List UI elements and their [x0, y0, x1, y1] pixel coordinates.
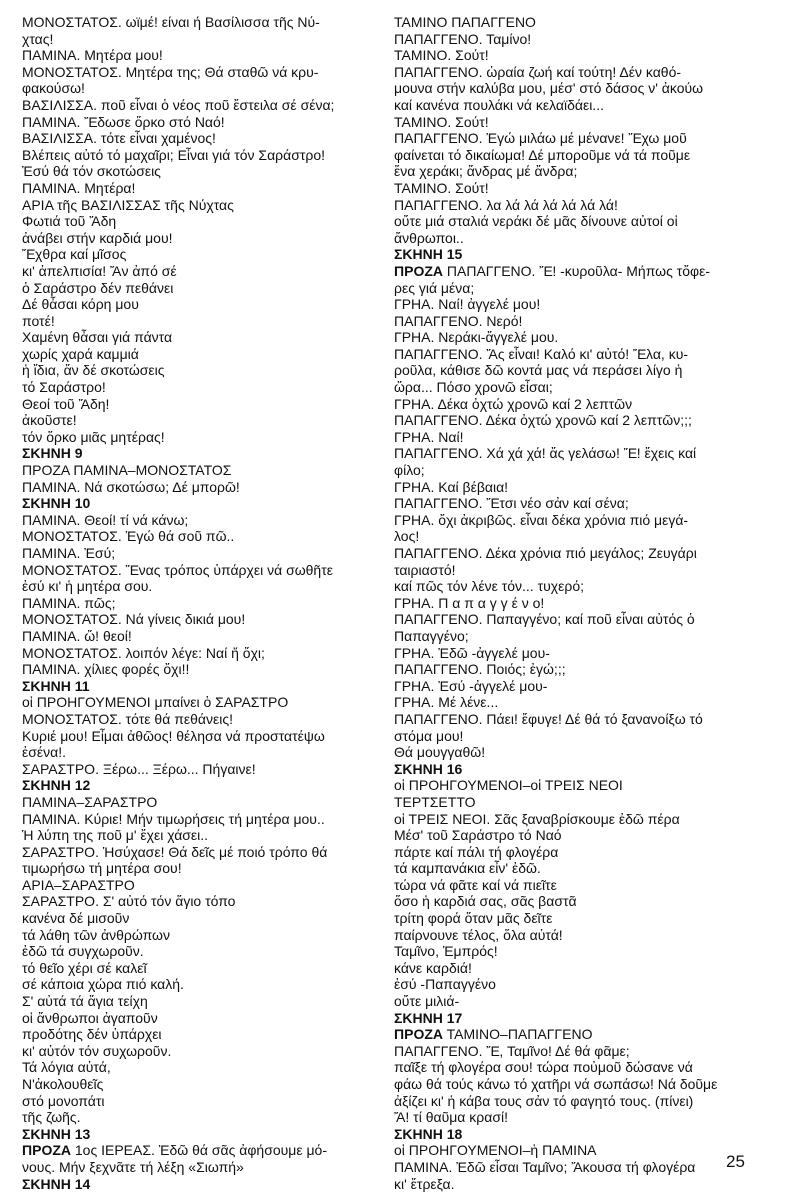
- text-line: Ταμῖνο, Ἐμπρός!: [394, 943, 498, 960]
- text-line: μουνα στήν καλύβα μου, μέσ' στό δάσος ν' ἀκούω: [394, 80, 704, 97]
- text-line: ΠΑΜΙΝΑ–ΣΑΡΑΣΤΡΟ: [22, 793, 158, 810]
- text-line: οὔτε μιλιά-: [394, 993, 460, 1010]
- text-line: τῆς ζωῆς.: [22, 1109, 81, 1126]
- text-line: ΒΑΣΙΛΙΣΣΑ. ποῦ εἶναι ὁ νέος ποῦ ἔστειλα σέ σένα;: [22, 96, 335, 113]
- text-line: ΓΡΗΑ. Νεράκι-ἄγγελέ μου.: [394, 329, 559, 346]
- text-line: ΠΑΠΑΓΓΕΝΟ. Ἔτσι νέο σἀν καί σένα;: [394, 495, 629, 512]
- text-line: οὔτε μιά σταλιά νεράκι δέ μᾶς δίνουνε αὐτοί οἱ: [394, 213, 678, 230]
- text-line: Παπαγγένο;: [394, 627, 469, 644]
- text-line: ΓΡΗΑ. Καί βέβαια!: [394, 478, 509, 495]
- text-line: ΜΟΝΟΣΤΑΤΟΣ. λοιπόν λέγε: Ναί ἤ ὄχι;: [22, 644, 265, 661]
- text-line: φίλο;: [394, 462, 425, 479]
- text-line: τά καμπανάκια εἶν' ἐδῶ.: [394, 860, 541, 877]
- text-line: τώρα νά φᾶτε καί νά πιεῖτε: [394, 876, 557, 893]
- text-line: ΠΡΟΖΑ 1ος ΙΕΡΕΑΣ. Ἐδῶ θά σᾶς ἀφήσουμε μό-: [22, 1142, 327, 1159]
- text-line: Σ' αὐτά τά ἅγια τείχη: [22, 993, 148, 1010]
- text-line: φάω θά τούς κάνω τό χατῆρι νά σωπάσω! Νά δοῦμε: [394, 1076, 718, 1092]
- text-line: ΠΡΟΖΑ ΠΑΠΑΓΓΕΝΟ. Ἔ! -κυροῦλα- Μήπως τὄφε-: [394, 262, 711, 279]
- text-line: Δέ θἆσαι κόρη μου: [22, 296, 139, 313]
- scene-heading: ΣΚΗΝΗ 16: [394, 760, 463, 777]
- text-line: ἐδῶ τά συγχωροῦν.: [22, 943, 144, 960]
- prose-label: ΠΡΟΖΑ: [394, 1026, 443, 1043]
- text-line: στό μονοπάτι: [22, 1092, 105, 1109]
- text-line: ΓΡΗΑ. Δέκα ὀχτώ χρονῶ καί 2 λεπτῶν: [394, 395, 633, 412]
- text-line: σέ κάποια χώρα πιό καλή.: [22, 976, 184, 993]
- text-line: Ν'ἀκολουθεῖς: [22, 1076, 104, 1092]
- text-line: Ἡ λύπη της ποῦ μ' ἔχει χάσει..: [22, 827, 209, 844]
- text-line: κάνε καρδιά!: [394, 959, 472, 976]
- text-line: ΠΑΠΑΓΓΕΝΟ. Ἔ, Ταμῖνο! Δέ θά φᾶμε;: [394, 1042, 630, 1059]
- text-line: ὁ Σαράστρο δέν πεθάνει: [22, 279, 174, 296]
- text-line: Βλέπεις αὐτό τό μαχαῖρι; Εἶναι γιά τόν Σαράστρο!: [22, 146, 326, 163]
- text-line: ΤΑΜΙΝΟ. Σούτ!: [394, 179, 489, 196]
- text-line: ΜΟΝΟΣΤΑΤΟΣ. ωϊμέ! είναι ή Βασίλισσα τῆς Νύ-: [22, 14, 320, 30]
- text-line: ΑΡΙΑ–ΣΑΡΑΣΤΡΟ: [22, 876, 135, 893]
- text-line: ἕνα χεράκι; ἄνδρας μέ ἄνδρα;: [394, 163, 578, 180]
- text-line: Ἔχθρα καί μῖσος: [22, 246, 127, 263]
- text-line: ΜΟΝΟΣΤΑΤΟΣ. Μητέρα της; Θά σταθῶ νά κρυ-: [22, 63, 319, 80]
- text-line: ἐσύ κι' ἡ μητέρα σου.: [22, 578, 153, 595]
- text-line: ΤΕΡΤΣΕΤΤΟ: [394, 793, 476, 810]
- text-line: κι' ἔτρεξα.: [394, 1175, 455, 1192]
- text-line: Χαμένη θἆσαι γιά πάντα: [22, 329, 173, 346]
- text-line: τό θεῖο χέρι σέ καλεῖ: [22, 959, 147, 976]
- text-line: κανένα δέ μισοῦν: [22, 910, 130, 927]
- text-line: ΓΡΗΑ. ὄχι ἀκριβῶς. εἶναι δέκα χρόνια πιό μεγά-: [394, 511, 689, 528]
- text-line: ροῦλα, κάθισε δῶ κοντά μας νά περάσει λίγο ἡ: [394, 362, 683, 379]
- text-line: ΒΑΣΙΛΙΣΣΑ. τότε εἶναι χαμένος!: [22, 130, 216, 147]
- text-line: ΠΑΠΑΓΓΕΝΟ. Ἄς εἶναι! Καλό κι' αὐτό! Ἔλα, κυ-: [394, 345, 689, 362]
- text-line: κι' αὐτόν τόν συχωροῦν.: [22, 1042, 172, 1059]
- text-line: καί πῶς τόν λένε τόν... τυχερό;: [394, 578, 585, 595]
- text-line: λος!: [394, 528, 420, 545]
- text-line: ΣΑΡΑΣΤΡΟ. Ἡσύχασε! Θά δεῖς μέ ποιό τρόπο θά: [22, 843, 328, 860]
- text-line: ΣΑΡΑΣΤΡΟ. Ξέρω... Ξέρω... Πήγαινε!: [22, 760, 256, 777]
- text-line: ΠΑΜΙΝΑ. Θεοί! τί νά κάνω;: [22, 511, 189, 528]
- text-line: Τά λόγια αὐτά,: [22, 1059, 111, 1076]
- text-line: ἐσένα!.: [22, 744, 66, 761]
- text-line: ΠΑΠΑΓΓΕΝΟ. λα λά λά λά λά λά λά!: [394, 196, 618, 213]
- text-line: ἀξίζει κι' ἡ κάβα τους σἀν τό φαγητό τους. (πίνει): [394, 1092, 694, 1109]
- scene-heading: ΣΚΗΝΗ 18: [394, 1125, 463, 1142]
- text-line: ΣΑΡΑΣΤΡΟ. Σ' αὐτό τόν ἅγιο τόπο: [22, 893, 236, 910]
- text-line: ποτέ!: [22, 312, 55, 329]
- text-line: ΠΑΜΙΝΑ. Κύριε! Μήν τιμωρήσεις τή μητέρα μου..: [22, 810, 325, 827]
- text-line: στόμα μου!: [394, 727, 464, 744]
- text-line: ΓΡΗΑ. Ἐσύ -ἀγγελέ μου-: [394, 677, 548, 694]
- scene-heading: ΣΚΗΝΗ 13: [22, 1125, 91, 1142]
- text-line: ΠΑΠΑΓΓΕΝΟ. Δέκα χρόνια πιό μεγάλος; Ζευγάρι: [394, 545, 697, 561]
- text-line: ΠΑΜΙΝΑ. Μητέρα!: [22, 179, 136, 196]
- text-line: ΠΑΜΙΝΑ. Ἐδῶ εἶσαι Ταμῖνο; Ἄκουσα τή φλογέρα: [394, 1158, 696, 1175]
- text-line: ΠΑΠΑΓΓΕΝΟ. Παπαγγένο; καί ποῦ εἶναι αὐτός ὁ: [394, 611, 695, 628]
- scene-heading: ΣΚΗΝΗ 17: [394, 1009, 463, 1026]
- text-line: ἀνάβει στήν καρδιά μου!: [22, 229, 173, 246]
- text-line: Μέσ' τοῦ Σαράστρο τό Ναό: [394, 827, 562, 844]
- text-line: ἐσύ -Παπαγγένο: [394, 976, 496, 993]
- text-line: ΠΑΜΙΝΑ. ὤ! θεοί!: [22, 627, 132, 644]
- text-line: ἡ ἴδια, ἄν δέ σκοτώσεις: [22, 362, 165, 379]
- text-line: ΜΟΝΟΣΤΑΤΟΣ. Ἕνας τρόπος ὑπάρχει νά σωθῆτε: [22, 561, 333, 578]
- scene-heading: ΣΚΗΝΗ 11: [22, 677, 90, 694]
- text-line: ΠΑΠΑΓΓΕΝΟ. ὡραία ζωή καί τούτη! Δέν καθό-: [394, 63, 682, 80]
- text-line: ΠΑΜΙΝΑ. Νά σκοτώσω; Δέ μπορῶ!: [22, 478, 240, 495]
- text-line: παῖξε τή φλογέρα σου! τώρα ποὐμοῦ δώσανε νά: [394, 1059, 693, 1076]
- prose-label: ΠΡΟΖΑ: [394, 262, 443, 279]
- text-line: ΤΑΜΙΝΟ. Σούτ!: [394, 113, 489, 130]
- text-line: ΠΑΜΙΝΑ. χίλιες φορές ὄχι!!: [22, 661, 190, 678]
- right-column: [394, 14, 768, 1192]
- text-line: ΑΡΙΑ τῆς ΒΑΣΙΛΙΣΣΑΣ τῆς Νύχτας: [22, 196, 234, 213]
- text-line: Θά μουγγαθῶ!: [394, 744, 486, 761]
- text-line: ρες γιά μένα;: [394, 279, 475, 296]
- text-line: ΠΑΜΙΝΑ. Ἐσύ;: [22, 545, 116, 561]
- text-line: ΓΡΗΑ. Π α π α γ γ έ ν ο!: [394, 594, 545, 611]
- text-line: ΠΑΠΑΓΓΕΝΟ. Δέκα ὀχτώ χρονῶ καί 2 λεπτῶν;;;: [394, 412, 692, 429]
- text-line: ΠΑΜΙΝΑ. πῶς;: [22, 594, 116, 611]
- text-line: Ἐσύ θά τόν σκοτώσεις: [22, 163, 161, 180]
- scene-heading: ΣΚΗΝΗ 15: [394, 246, 463, 263]
- text-line: καί κανένα πουλάκι νά κελαϊδάει...: [394, 96, 604, 113]
- text-line: ΤΑΜΙΝΟ. Σούτ!: [394, 47, 489, 64]
- text-line: οἱ ΠΡΟΗΓΟΥΜΕΝΟΙ–οἱ ΤΡΕΙΣ ΝΕΟΙ: [394, 777, 623, 794]
- text-line: Κυριέ μου! Εἶμαι ἀθῶος! θέλησα νά προστατέψω: [22, 727, 325, 744]
- scene-heading: ΣΚΗΝΗ 10: [22, 495, 91, 512]
- text-line: ΠΑΠΑΓΓΕΝΟ. Ποιός; ἐγώ;;;: [394, 661, 566, 678]
- text-line: νους. Μήν ξεχνᾶτε τή λέξη «Σιωπή»: [22, 1158, 244, 1175]
- text-line: ΜΟΝΟΣΤΑΤΟΣ. Νά γίνεις δικιά μου!: [22, 611, 246, 628]
- text-line: χωρίς χαρά καμμιά: [22, 345, 139, 362]
- text-line: τόν ὅρκο μιᾶς μητέρας!: [22, 428, 165, 445]
- scene-heading: ΣΚΗΝΗ 12: [22, 777, 91, 794]
- text-line: ΓΡΗΑ. Μέ λένε...: [394, 694, 499, 711]
- text-line: Ἄ! τί θαῦμα κρασί!: [394, 1109, 508, 1126]
- page-number: 25: [726, 1152, 745, 1171]
- text-line: ΜΟΝΟΣΤΑΤΟΣ. τότε θά πεθάνεις!: [22, 710, 233, 727]
- text-line: ΠΑΠΑΓΓΕΝΟ. Ἐγώ μιλάω μέ μένανε! Ἔχω μοῦ: [394, 130, 687, 147]
- text-line: ταιριαστό!: [394, 561, 456, 578]
- text-line: τρίτη φορά ὅταν μᾶς δεῖτε: [394, 910, 553, 927]
- text-line: ΓΡΗΑ. Ναί! ἀγγελέ μου!: [394, 296, 541, 313]
- left-column: [22, 14, 376, 1192]
- text-line: χτας!: [22, 30, 54, 47]
- text-line: ὅσο ἡ καρδιά σας, σᾶς βαστᾶ: [394, 893, 577, 910]
- text-line: ΠΑΠΑΓΓΕΝΟ. Ταμίνο!: [394, 30, 532, 47]
- text-line: ΠΑΜΙΝΑ. Μητέρα μου!: [22, 47, 163, 64]
- text-line: ἄνθρωποι..: [394, 229, 464, 246]
- text-line: ΠΑΠΑΓΓΕΝΟ. Χά χά χά! ἄς γελάσω! Ἔ! ἔχεις καί: [394, 445, 697, 462]
- text-line: τό Σαράστρο!: [22, 379, 106, 396]
- text-line: ΓΡΗΑ. Ἐδῶ -ἀγγελέ μου-: [394, 644, 550, 661]
- text-line: ὥρα... Πόσο χρονῶ εἶσαι;: [394, 379, 553, 396]
- text-line: φακούσω!: [22, 80, 85, 97]
- scene-heading: ΣΚΗΝΗ 14: [22, 1175, 91, 1192]
- text-line: φαίνεται τό δικαίωμα! Δέ μποροῦμε νά τά ποῦμε: [394, 146, 691, 163]
- text-line: παίρνουνε τέλος, ὅλα αὐτά!: [394, 926, 563, 943]
- text-line: προδότης δέν ὑπάρχει: [22, 1026, 162, 1043]
- text-line: ΠΑΠΑΓΓΕΝΟ. Νερό!: [394, 312, 523, 329]
- text-line: ΠΡΟΖΑ ΤΑΜΙΝΟ–ΠΑΠΑΓΓΕΝΟ: [394, 1026, 593, 1043]
- text-line: οἱ ΤΡΕΙΣ ΝΕΟΙ. Σᾶς ξαναβρίσκουμε ἐδῶ πέρα: [394, 810, 680, 827]
- text-line: τιμωρήσω τή μητέρα σου!: [22, 860, 182, 877]
- prose-label: ΠΡΟΖΑ: [22, 1142, 71, 1159]
- text-line: τά λάθη τῶν ἀνθρώπων: [22, 926, 170, 943]
- text-line: ΜΟΝΟΣΤΑΤΟΣ. Ἐγώ θά σοῦ πῶ..: [22, 528, 235, 545]
- text-line: οἱ ΠΡΟΗΓΟΥΜΕΝΟΙ–ἡ ΠΑΜΙΝΑ: [394, 1142, 597, 1159]
- text-line: ΤΑΜΙΝΟ ΠΑΠΑΓΓΕΝΟ: [394, 14, 536, 30]
- text-line: ΓΡΗΑ. Ναί!: [394, 428, 464, 445]
- text-line: ΠΑΜΙΝΑ. Ἔδωσε ὅρκο στό Ναό!: [22, 113, 225, 130]
- text-line: κι' ἀπελπισία! Ἄν ἀπό σέ: [22, 262, 177, 279]
- text-line: πάρτε καί πάλι τή φλογέρα: [394, 843, 559, 860]
- text-line: ΠΡΟΖΑ ΠΑΜΙΝΑ–ΜΟΝΟΣΤΑΤΟΣ: [22, 462, 232, 479]
- text-line: ἀκοῦστε!: [22, 412, 77, 429]
- text-line: Φωτιά τοῦ Ἄδη: [22, 213, 117, 230]
- scene-heading: ΣΚΗΝΗ 9: [22, 445, 83, 462]
- text-line: ΠΑΠΑΓΓΕΝΟ. Πάει! ἔφυγε! Δέ θά τό ξανανοίξω τό: [394, 710, 703, 727]
- text-line: οἱ ἄνθρωποι ἀγαποῦν: [22, 1009, 158, 1026]
- text-line: οἱ ΠΡΟΗΓΟΥΜΕΝΟΙ μπαίνει ὁ ΣΑΡΑΣΤΡΟ: [22, 694, 289, 711]
- text-line: Θεοί τοῦ Ἄδη!: [22, 395, 110, 412]
